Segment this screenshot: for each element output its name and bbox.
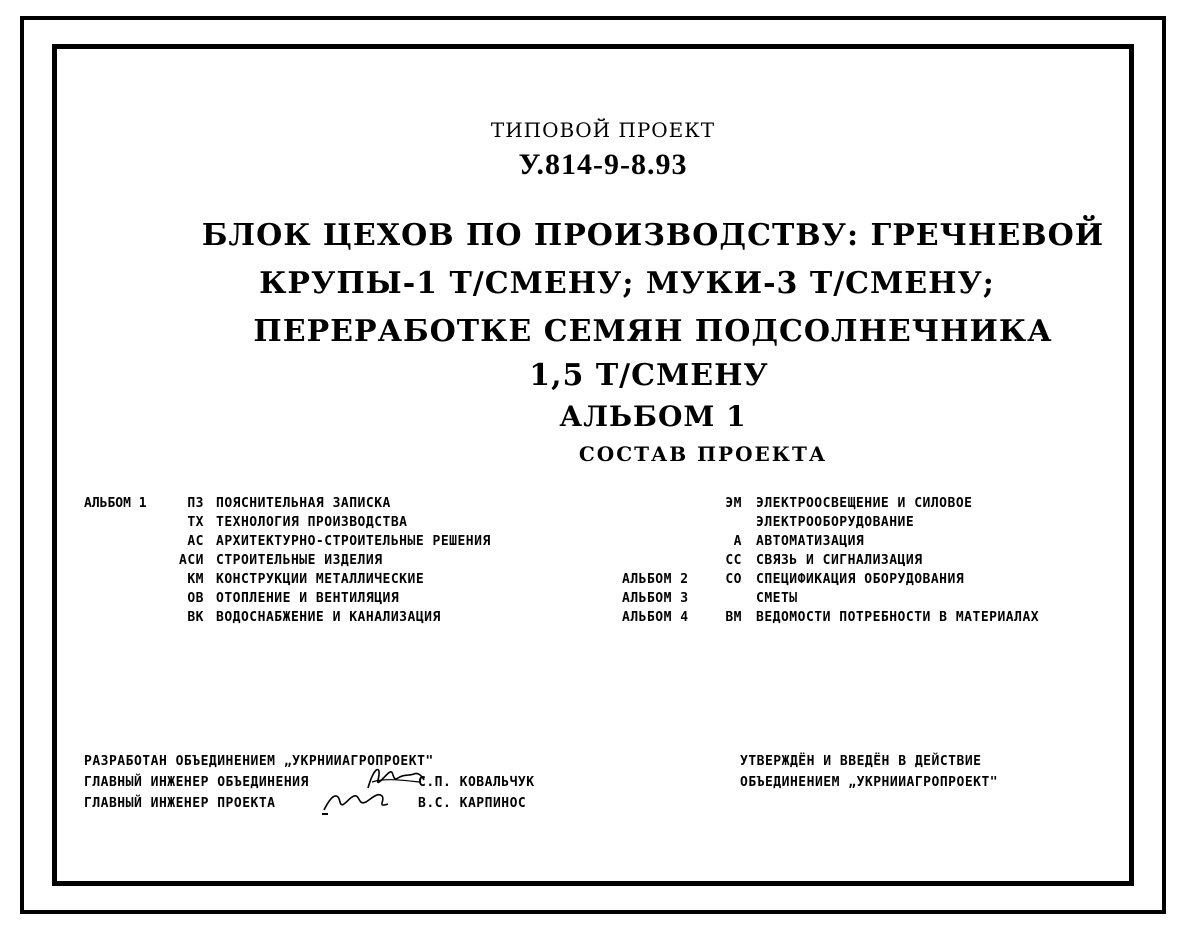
doc-title: КОНСТРУКЦИИ МЕТАЛЛИЧЕСКИЕ [216, 572, 425, 587]
signature-karpinos [318, 784, 398, 818]
doc-code: ТХ [187, 515, 204, 530]
doc-code: СС [725, 553, 742, 568]
doc-title: ОТОПЛЕНИЕ И ВЕНТИЛЯЦИЯ [216, 591, 400, 606]
doc-title: СМЕТЫ [756, 591, 798, 606]
doc-title: ВЕДОМОСТИ ПОТРЕБНОСТИ В МАТЕРИАЛАХ [756, 610, 1040, 625]
contents-heading: СОСТАВ ПРОЕКТА [578, 442, 828, 466]
title-line-4: 1,5 Т/СМЕНУ [529, 358, 769, 393]
approval-line-2: ОБЪЕДИНЕНИЕМ „УКРНИИАГРОПРОЕКТ" [740, 775, 999, 790]
doc-title: СВЯЗЬ И СИГНАЛИЗАЦИЯ [756, 553, 923, 568]
doc-title: ПОЯСНИТЕЛЬНАЯ ЗАПИСКА [216, 496, 391, 511]
chief-engineer-project-name: В.С. КАРПИНОС [418, 796, 527, 811]
doc-code: АС [187, 534, 204, 549]
album-label: АЛЬБОМ 3 [622, 591, 689, 606]
title-line-3: ПЕРЕРАБОТКЕ СЕМЯН ПОДСОЛНЕЧНИКА [253, 314, 1053, 349]
project-number: У.814-9-8.93 [518, 148, 688, 181]
doc-code: КМ [187, 572, 204, 587]
doc-title: ЭЛЕКТРООСВЕЩЕНИЕ И СИЛОВОЕ [756, 496, 973, 511]
developed-by: РАЗРАБОТАН ОБЪЕДИНЕНИЕМ „УКРНИИАГРОПРОЕКТ" [84, 754, 434, 769]
album-label: АЛЬБОМ 2 [622, 572, 689, 587]
doc-code: ВК [187, 610, 204, 625]
doc-title: ВОДОСНАБЖЕНИЕ И КАНАЛИЗАЦИЯ [216, 610, 441, 625]
doc-code: СО [725, 572, 742, 587]
doc-title: АВТОМАТИЗАЦИЯ [756, 534, 865, 549]
doc-title: ЭЛЕКТРООБОРУДОВАНИЕ [756, 515, 915, 530]
title-line-2: КРУПЫ-1 Т/СМЕНУ; МУКИ-3 Т/СМЕНУ; [259, 266, 995, 301]
left-album-label: АЛЬБОМ 1 [84, 496, 147, 511]
doc-code: ЭМ [725, 496, 742, 511]
project-type-label: ТИПОВОЙ ПРОЕКТ [490, 118, 716, 142]
chief-engineer-project-label: ГЛАВНЫЙ ИНЖЕНЕР ПРОЕКТА [84, 796, 276, 811]
album-title: АЛЬБОМ 1 [559, 400, 747, 433]
album-label: АЛЬБОМ 4 [622, 610, 689, 625]
doc-title: СТРОИТЕЛЬНЫЕ ИЗДЕЛИЯ [216, 553, 383, 568]
approval-line-1: УТВЕРЖДЁН И ВВЕДЁН В ДЕЙСТВИЕ [740, 754, 982, 769]
doc-title: АРХИТЕКТУРНО-СТРОИТЕЛЬНЫЕ РЕШЕНИЯ [216, 534, 491, 549]
doc-code: АСИ [179, 553, 204, 568]
doc-code: ВМ [725, 610, 742, 625]
doc-code: А [733, 534, 742, 549]
chief-engineer-org-name: С.П. КОВАЛЬЧУК [418, 775, 535, 790]
doc-title: ТЕХНОЛОГИЯ ПРОИЗВОДСТВА [216, 515, 408, 530]
doc-code: ПЗ [187, 496, 204, 511]
doc-title: СПЕЦИФИКАЦИЯ ОБОРУДОВАНИЯ [756, 572, 965, 587]
title-line-1: БЛОК ЦЕХОВ ПО ПРОИЗВОДСТВУ: ГРЕЧНЕВОЙ [201, 218, 1105, 253]
chief-engineer-org-label: ГЛАВНЫЙ ИНЖЕНЕР ОБЪЕДИНЕНИЯ [84, 775, 309, 790]
doc-code: ОВ [187, 591, 204, 606]
